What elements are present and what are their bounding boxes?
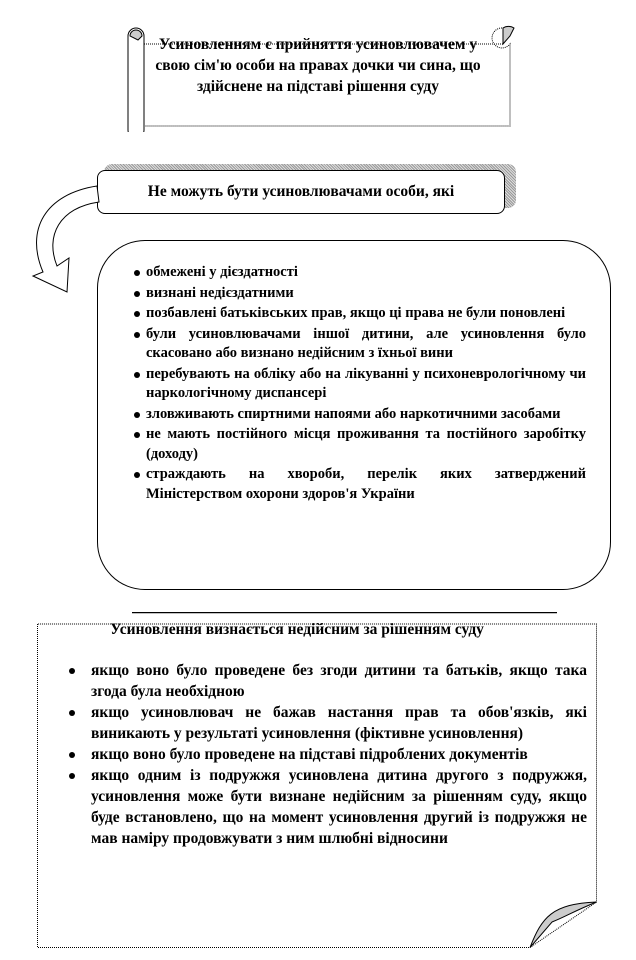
list-item: страждають на хвороби, перелік яких затверджений Міністерством охорони здоров'я України: [134, 465, 586, 504]
list-item: не мають постійного місця проживання та постійного заробітку (доходу): [134, 425, 586, 464]
list-item: були усиновлювачами іншої дитини, але усиновлення було скасовано або визнано недійсним з їхньої вини: [134, 325, 586, 364]
list-item: якщо воно було проведене без згоди дитини та батьків, якщо така згода була необхідною: [65, 660, 587, 702]
list-item: визнані недієздатними: [134, 284, 586, 304]
list-item: перебувають на обліку або на лікуванні у психоневрологічному чи наркологічному диспансері: [134, 365, 586, 404]
adoption-definition: Усиновленням є прийняття усиновлювачем у свою сім'ю особи на правах дочки чи сина, що здійснене на підставі рішення суду: [155, 36, 481, 95]
list-item: якщо воно було проведене на підставі підроблених документів: [65, 744, 587, 765]
list-item: обмежені у дієздатності: [134, 263, 586, 283]
list-item: якщо усиновлювач не бажав настання прав та обов'язків, які виникають у результаті усиновлення (фіктивне усиновлення): [65, 702, 587, 744]
list-item: позбавлені батьківських прав, якщо ці права не були поновлені: [134, 304, 586, 324]
invalid-adoption-box: [37, 612, 597, 948]
invalid-adoption-title: Усиновлення визнається недійсним за рішенням суду: [110, 621, 484, 638]
list-item: якщо одним із подружжя усиновлена дитина другого з подружжя, усиновлення може бути визнане недійсним за рішенням суду, якщо буде встановлено, що на момент усиновлення другий із подружжя не мав наміру продовжувати з ним шлюбні відносини: [65, 765, 587, 849]
not-adopters-list-box: [97, 240, 611, 590]
list-item: зловживають спиртними напоями або наркотичними засобами: [134, 405, 586, 425]
not-adopters-title: Не можуть бути усиновлювачами особи, які: [97, 170, 505, 214]
